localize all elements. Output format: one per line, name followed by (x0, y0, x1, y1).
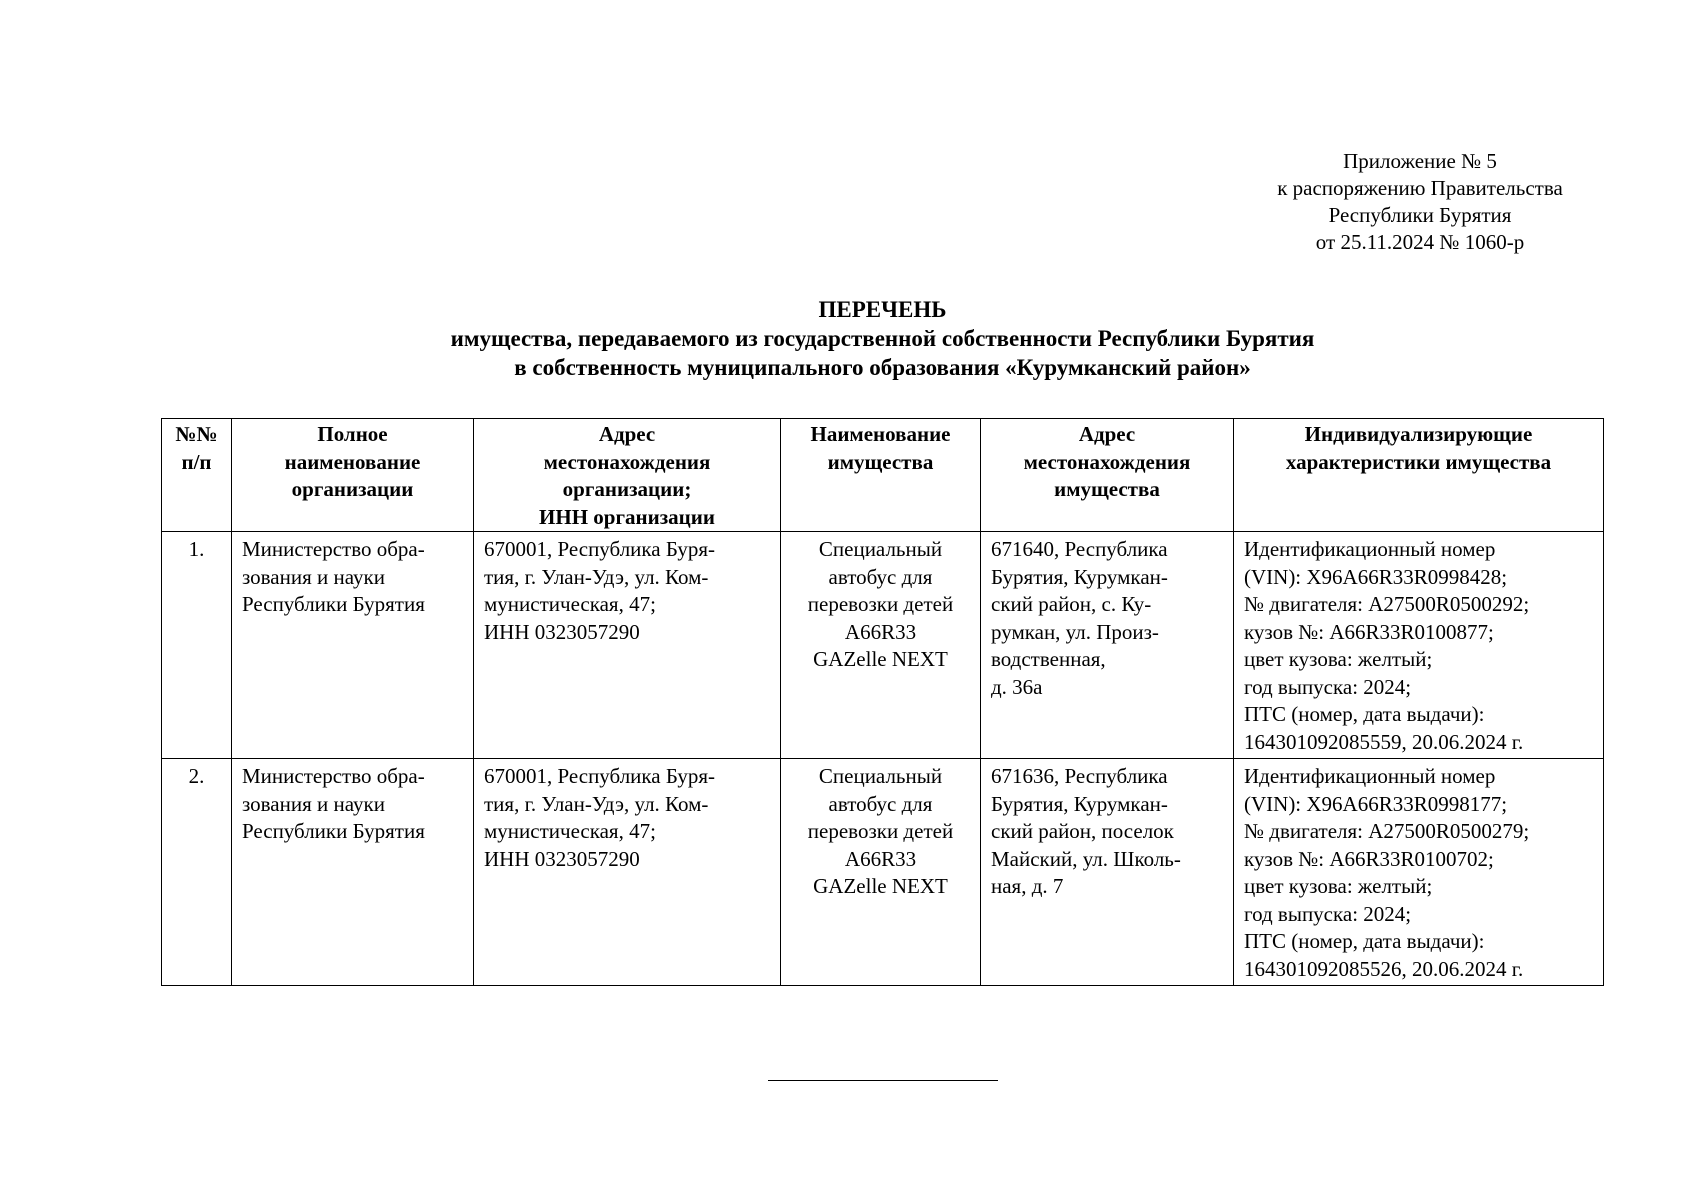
title-line: имущества, передаваемого из государственной собственности Республики Бурятия (450, 326, 1315, 351)
header-property-name: Наименование имущества (781, 419, 981, 532)
title-line: ПЕРЕЧЕНЬ (818, 297, 947, 322)
appendix-line: Республики Бурятия (1328, 203, 1512, 227)
cell-number: 1. (162, 532, 232, 759)
header-number: №№ п/п (162, 419, 232, 532)
cell-property-address: 671640, Республика Бурятия, Курумкан- ский район, с. Ку- румкан, ул. Произ- водственная, д. 36а (981, 532, 1234, 759)
appendix-line: Приложение № 5 (1343, 149, 1497, 173)
header-org-address: Адрес местонахождения организации; ИНН организации (474, 419, 781, 532)
table-row (162, 759, 1604, 986)
cell-property-name: Специальный автобус для перевозки детей A66R33 GAZelle NEXT (781, 532, 981, 759)
table-header-row (162, 419, 1604, 532)
cell-org-address: 670001, Республика Буря- тия, г. Улан-Удэ, ул. Ком- мунистическая, 47; ИНН 0323057290 (474, 532, 781, 759)
cell-characteristics: Идентификационный номер (VIN): X96A66R33R0998177; № двигателя: A27500R0500279; кузов №: A66R33R0100702; цвет кузова: желтый; год выпуска: 2024; ПТС (номер, дата выдачи): 164301092085526, 20.06.2024 г. (1234, 759, 1604, 986)
property-table (161, 418, 1604, 986)
closing-rule (768, 1080, 998, 1081)
header-property-address: Адрес местонахождения имущества (981, 419, 1234, 532)
header-characteristics: Индивидуализирующие характеристики имущества (1234, 419, 1604, 532)
cell-org-name: Министерство обра- зования и науки Республики Бурятия (232, 532, 474, 759)
cell-number: 2. (162, 759, 232, 986)
document-title (160, 295, 1605, 382)
cell-characteristics: Идентификационный номер (VIN): X96A66R33R0998428; № двигателя: A27500R0500292; кузов №: A66R33R0100877; цвет кузова: желтый; год выпуска: 2024; ПТС (номер, дата выдачи): 164301092085559, 20.06.2024 г. (1234, 532, 1604, 759)
header-org-name: Полное наименование организации (232, 419, 474, 532)
appendix-line: к распоряжению Правительства (1277, 176, 1563, 200)
cell-org-name: Министерство обра- зования и науки Республики Бурятия (232, 759, 474, 986)
cell-org-address: 670001, Республика Буря- тия, г. Улан-Удэ, ул. Ком- мунистическая, 47; ИНН 0323057290 (474, 759, 781, 986)
cell-property-address: 671636, Республика Бурятия, Курумкан- ский район, поселок Майский, ул. Школь- ная, д. 7 (981, 759, 1234, 986)
cell-property-name: Специальный автобус для перевозки детей A66R33 GAZelle NEXT (781, 759, 981, 986)
appendix-line: от 25.11.2024 № 1060-р (1315, 230, 1525, 254)
table-row (162, 532, 1604, 759)
appendix-block (1230, 148, 1610, 256)
title-line: в собственность муниципального образования «Курумканский район» (514, 355, 1251, 380)
